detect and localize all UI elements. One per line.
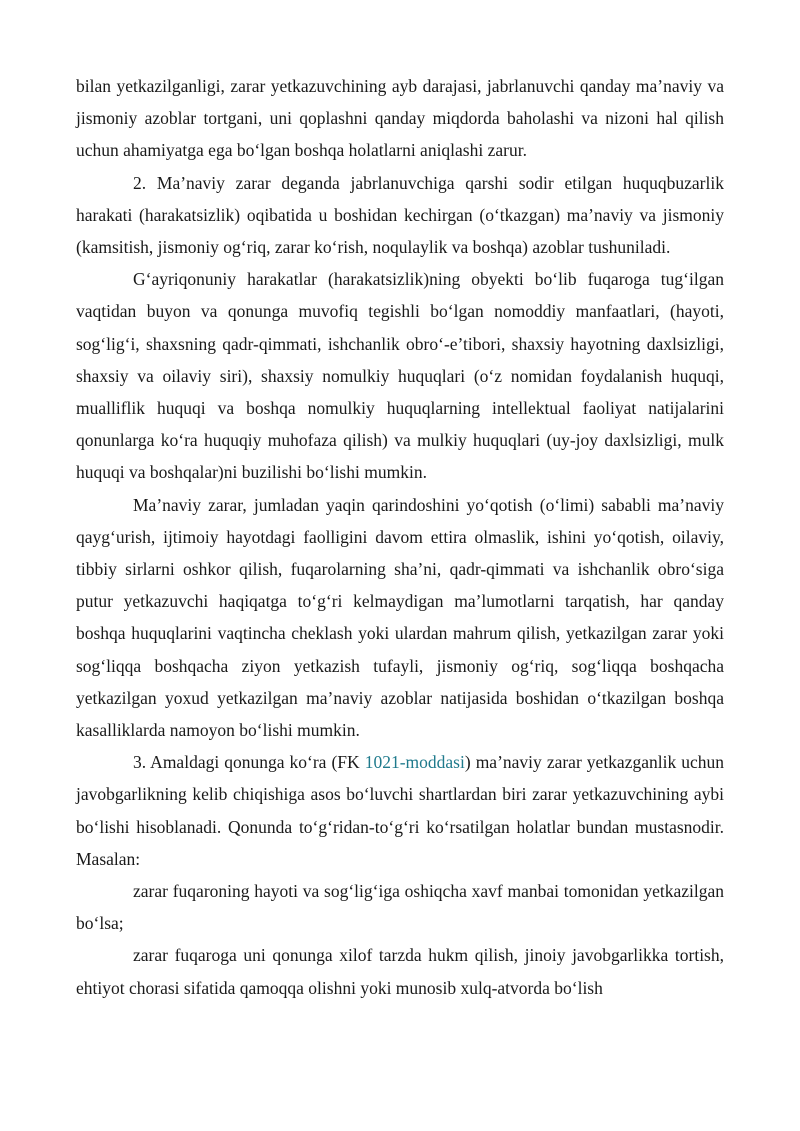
paragraph-continuation: bilan yetkazilganligi, zarar yetkazuvchining ayb darajasi, jabrlanuvchi qanday ma’naviy va jismoniy azoblar tortgani, uni qoplashni qanday miqdorda baholashi va nizoni hal qilish uchun ahamiyatga ega bo‘lgan boshqa holatlarni aniqlashi zarur. [76,76,724,161]
document-page [76,70,724,1004]
paragraph-2-definition: 2. Ma’naviy zarar deganda jabrlanuvchiga qarshi sodir etilgan huquqbuzarlik harakati (harakatsizlik) oqibatida u boshidan kechirgan (o‘tkazgan) ma’naviy va jismoniy (kamsitish, jismoniy og‘riq, zarar ko‘rish, noqulaylik va boshqa) azoblar tushuniladi. [76,172,724,258]
list-item-danger-source: zarar fuqaroning hayoti va sog‘lig‘iga oshiqcha xavf manbai tomonidan yetkazilgan bo‘lsa; [76,881,724,934]
paragraph-3-liability [76,746,724,875]
paragraph-objects: G‘ayriqonuniy harakatlar (harakatsizlik)ning obyekti bo‘lib fuqaroga tug‘ilgan vaqtidan buyon va qonunga muvofiq tegishli bo‘lgan nomoddiy manfaatlari, (hayoti, sog‘lig‘i, shaxsning qadr-qimmati, ishchanlik obro‘-e’tibori, shaxsiy hayotning daxlsizligi, shaxsiy va oilaviy siri), shaxsiy nomulkiy huquqlari (o‘z nomidan foydalanish huquqi, mualliflik huquqi va boshqa nomulkiy huquqlarning intellektual faoliyat natijalarini qonunlarga ko‘ra huquqiy muhofaza qilish) va mulkiy huquqlari (uy-joy daxlsizligi, mulk huquqi va boshqalar)ni buzilishi bo‘lishi mumkin. [76,269,724,483]
paragraph-3-text-end: ) ma’naviy zarar yetkazganlik uchun javobgarlikning kelib chiqishiga asos bo‘luvchi shartlardan biri zarar yetkazuvchining aybi bo‘lishi hisoblanadi. Qonunda to‘g‘ridan-to‘g‘ri ko‘rsatilgan holatlar bundan mustasnodir. Masalan: [76,752,724,869]
paragraph-moral-harm: Ma’naviy zarar, jumladan yaqin qarindoshini yo‘qotish (o‘limi) sababli ma’naviy qayg‘urish, ijtimoiy hayotdagi faolligini davom ettira olmaslik, ishini yo‘qotish, oilaviy, tibbiy sirlarni oshkor qilish, fuqarolarning sha’ni, qadr-qimmati va ishchanlik obro‘siga putur yetkazuvchi haqiqatga to‘g‘ri kelmaydigan ma’lumotlarni tarqatish, har qanday boshqa huquqlarini vaqtincha cheklash yoki ulardan mahrum qilish, yetkazilgan zarar yoki sog‘liqqa boshqacha ziyon yetkazish tufayli, jismoniy og‘riq, sog‘liqqa boshqacha yetkazilgan yoxud yetkazilgan ma’naviy azoblar natijasida boshidan o‘tkazilgan boshqa kasalliklarda namoyon bo‘lishi mumkin. [76,494,724,741]
list-item-unlawful-conviction: zarar fuqaroga uni qonunga xilof tarzda hukm qilish, jinoiy javobgarlikka tortish, ehtiyot chorasi sifatida qamoqqa olishni yoki munosib xulq-atvorda bo‘lish [76,945,724,998]
paragraph-3-text-start: 3. Amaldagi qonunga ko‘ra (FK [133,752,365,773]
article-link[interactable]: 1021-moddasi [364,752,465,773]
